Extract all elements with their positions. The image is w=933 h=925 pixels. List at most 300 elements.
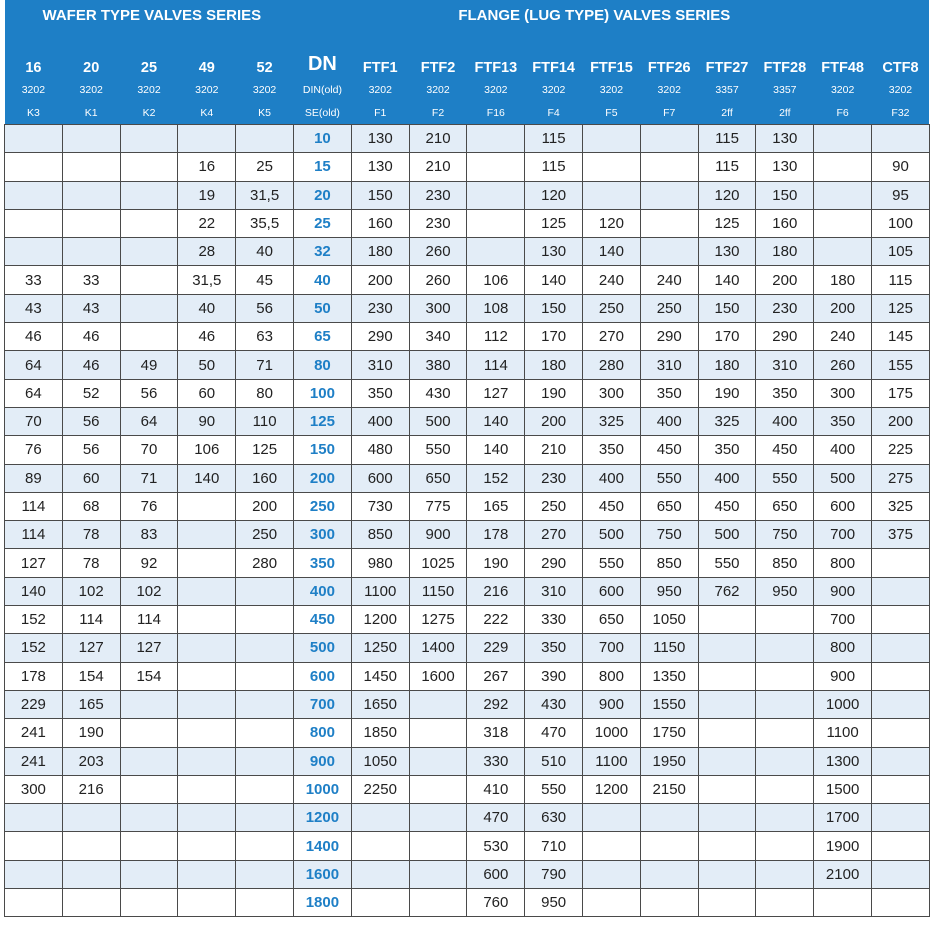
table-cell: 290 xyxy=(756,323,814,351)
table-cell xyxy=(178,719,236,747)
header-code-cell: FTF14 xyxy=(525,44,583,78)
table-cell: 120 xyxy=(525,181,583,209)
column-old-row xyxy=(5,101,930,125)
table-cell: 180 xyxy=(698,351,756,379)
table-cell: 95 xyxy=(872,181,930,209)
table-cell: 650 xyxy=(409,464,467,492)
table-cell: 1750 xyxy=(640,719,698,747)
table-cell: 152 xyxy=(5,606,63,634)
table-cell: 19 xyxy=(178,181,236,209)
table-row xyxy=(5,747,930,775)
table-cell xyxy=(409,719,467,747)
table-cell: 60 xyxy=(178,379,236,407)
table-cell xyxy=(120,832,178,860)
header-old-cell: 2ff xyxy=(698,101,756,125)
table-cell: 550 xyxy=(640,464,698,492)
table-cell: 790 xyxy=(525,860,583,888)
table-row xyxy=(5,209,930,237)
dn-cell: 50 xyxy=(293,294,351,322)
table-cell: 152 xyxy=(467,464,525,492)
header-old-cell: K5 xyxy=(236,101,294,125)
header-norm-cell: 3202 xyxy=(583,78,641,101)
table-cell: 225 xyxy=(872,436,930,464)
table-cell: 200 xyxy=(756,266,814,294)
table-cell xyxy=(640,153,698,181)
table-cell: 630 xyxy=(525,804,583,832)
table-cell xyxy=(756,606,814,634)
table-cell xyxy=(236,606,294,634)
table-row xyxy=(5,492,930,520)
table-cell: 115 xyxy=(872,266,930,294)
table-cell: 160 xyxy=(756,209,814,237)
table-cell xyxy=(814,153,872,181)
table-cell: 56 xyxy=(236,294,294,322)
table-cell xyxy=(583,832,641,860)
table-row xyxy=(5,407,930,435)
table-cell xyxy=(698,690,756,718)
table-cell xyxy=(467,238,525,266)
table-cell: 800 xyxy=(583,662,641,690)
header-old-cell: F16 xyxy=(467,101,525,125)
table-cell: 650 xyxy=(640,492,698,520)
table-cell: 350 xyxy=(351,379,409,407)
table-cell: 16 xyxy=(178,153,236,181)
table-cell xyxy=(236,719,294,747)
dn-cell: 125 xyxy=(293,407,351,435)
table-cell xyxy=(756,860,814,888)
table-cell xyxy=(120,238,178,266)
table-cell: 152 xyxy=(5,634,63,662)
table-cell: 550 xyxy=(409,436,467,464)
table-cell: 350 xyxy=(583,436,641,464)
table-cell: 1350 xyxy=(640,662,698,690)
table-cell: 43 xyxy=(5,294,63,322)
header-code-cell: FTF2 xyxy=(409,44,467,78)
table-cell: 28 xyxy=(178,238,236,266)
table-cell: 64 xyxy=(120,407,178,435)
table-cell: 35,5 xyxy=(236,209,294,237)
table-cell: 850 xyxy=(351,521,409,549)
header-code-cell: FTF28 xyxy=(756,44,814,78)
table-cell xyxy=(178,804,236,832)
table-cell: 190 xyxy=(525,379,583,407)
table-cell xyxy=(178,832,236,860)
table-cell: 210 xyxy=(409,153,467,181)
table-cell: 154 xyxy=(62,662,120,690)
header-norm-cell: 3202 xyxy=(236,78,294,101)
table-cell: 241 xyxy=(5,719,63,747)
header-code-cell: FTF48 xyxy=(814,44,872,78)
table-cell xyxy=(640,238,698,266)
table-cell: 270 xyxy=(525,521,583,549)
table-cell: 330 xyxy=(467,747,525,775)
table-cell xyxy=(409,889,467,917)
table-cell: 250 xyxy=(583,294,641,322)
table-cell: 950 xyxy=(640,577,698,605)
table-cell: 230 xyxy=(351,294,409,322)
table-cell: 1050 xyxy=(351,747,409,775)
table-cell xyxy=(5,153,63,181)
table-cell xyxy=(62,860,120,888)
table-row xyxy=(5,351,930,379)
table-cell: 350 xyxy=(640,379,698,407)
table-cell xyxy=(756,747,814,775)
table-cell: 100 xyxy=(872,209,930,237)
table-cell: 130 xyxy=(756,125,814,153)
table-cell: 1275 xyxy=(409,606,467,634)
dn-cell: 900 xyxy=(293,747,351,775)
table-cell: 114 xyxy=(5,492,63,520)
table-cell xyxy=(236,662,294,690)
table-cell xyxy=(583,153,641,181)
header-old-cell: K1 xyxy=(62,101,120,125)
table-cell: 130 xyxy=(525,238,583,266)
table-cell: 250 xyxy=(236,521,294,549)
table-cell: 430 xyxy=(409,379,467,407)
table-cell: 145 xyxy=(872,323,930,351)
table-cell xyxy=(62,832,120,860)
table-cell: 1150 xyxy=(640,634,698,662)
header-old-cell: F6 xyxy=(814,101,872,125)
table-cell xyxy=(236,860,294,888)
table-cell xyxy=(756,634,814,662)
table-cell xyxy=(814,209,872,237)
table-cell xyxy=(178,577,236,605)
table-cell: 950 xyxy=(756,577,814,605)
table-cell xyxy=(467,209,525,237)
table-cell: 1850 xyxy=(351,719,409,747)
table-cell xyxy=(756,662,814,690)
table-cell: 2100 xyxy=(814,860,872,888)
table-cell xyxy=(62,804,120,832)
table-cell: 170 xyxy=(698,323,756,351)
table-row xyxy=(5,634,930,662)
header-norm-cell: 3202 xyxy=(178,78,236,101)
table-cell: 1700 xyxy=(814,804,872,832)
header-code-cell: FTF27 xyxy=(698,44,756,78)
table-cell xyxy=(640,125,698,153)
header-norm-cell: 3202 xyxy=(62,78,120,101)
table-cell: 125 xyxy=(872,294,930,322)
dn-cell: 1000 xyxy=(293,775,351,803)
table-cell xyxy=(872,577,930,605)
table-cell: 260 xyxy=(409,266,467,294)
table-cell: 250 xyxy=(525,492,583,520)
table-cell: 500 xyxy=(409,407,467,435)
table-cell: 190 xyxy=(698,379,756,407)
table-cell xyxy=(5,860,63,888)
table-cell: 102 xyxy=(62,577,120,605)
table-cell: 700 xyxy=(814,606,872,634)
dn-cell: 25 xyxy=(293,209,351,237)
dn-cell: 800 xyxy=(293,719,351,747)
table-cell: 750 xyxy=(756,521,814,549)
dn-cell: 250 xyxy=(293,492,351,520)
table-cell: 180 xyxy=(756,238,814,266)
table-cell xyxy=(872,832,930,860)
table-cell: 230 xyxy=(756,294,814,322)
table-cell: 115 xyxy=(525,153,583,181)
dn-cell: 40 xyxy=(293,266,351,294)
table-cell: 850 xyxy=(756,549,814,577)
table-cell xyxy=(178,860,236,888)
table-cell xyxy=(698,804,756,832)
table-cell: 350 xyxy=(698,436,756,464)
table-cell: 340 xyxy=(409,323,467,351)
table-cell xyxy=(698,719,756,747)
table-cell xyxy=(409,804,467,832)
table-cell xyxy=(640,209,698,237)
header-code-cell: DN xyxy=(293,44,351,78)
table-row xyxy=(5,521,930,549)
table-cell: 250 xyxy=(640,294,698,322)
table-cell xyxy=(178,662,236,690)
table-cell: 900 xyxy=(814,577,872,605)
table-cell xyxy=(872,775,930,803)
table-cell: 900 xyxy=(409,521,467,549)
table-cell: 650 xyxy=(756,492,814,520)
dn-cell: 1800 xyxy=(293,889,351,917)
table-row xyxy=(5,379,930,407)
table-cell: 150 xyxy=(756,181,814,209)
dn-cell: 300 xyxy=(293,521,351,549)
table-cell: 260 xyxy=(409,238,467,266)
table-cell: 290 xyxy=(640,323,698,351)
table-cell xyxy=(409,690,467,718)
table-cell: 229 xyxy=(5,690,63,718)
header-norm-cell: 3202 xyxy=(872,78,930,101)
header-code-cell: 16 xyxy=(5,44,63,78)
table-cell xyxy=(178,634,236,662)
header-code-cell: FTF1 xyxy=(351,44,409,78)
table-cell xyxy=(698,860,756,888)
table-cell: 31,5 xyxy=(236,181,294,209)
table-cell: 160 xyxy=(351,209,409,237)
table-cell xyxy=(120,294,178,322)
table-cell: 216 xyxy=(62,775,120,803)
header-old-cell: F5 xyxy=(583,101,641,125)
table-cell: 260 xyxy=(814,351,872,379)
table-cell: 290 xyxy=(525,549,583,577)
table-cell: 1000 xyxy=(814,690,872,718)
table-cell xyxy=(872,690,930,718)
table-cell xyxy=(5,238,63,266)
table-cell: 106 xyxy=(178,436,236,464)
table-cell: 115 xyxy=(525,125,583,153)
table-cell: 78 xyxy=(62,521,120,549)
table-row xyxy=(5,549,930,577)
dn-cell: 600 xyxy=(293,662,351,690)
table-cell: 400 xyxy=(756,407,814,435)
table-cell: 40 xyxy=(178,294,236,322)
table-cell: 1400 xyxy=(409,634,467,662)
table-cell xyxy=(5,804,63,832)
table-cell: 1650 xyxy=(351,690,409,718)
table-cell: 310 xyxy=(525,577,583,605)
table-cell xyxy=(640,804,698,832)
table-cell: 31,5 xyxy=(178,266,236,294)
table-cell: 330 xyxy=(525,606,583,634)
table-cell: 64 xyxy=(5,379,63,407)
header-code-cell: FTF26 xyxy=(640,44,698,78)
dn-cell: 80 xyxy=(293,351,351,379)
table-cell: 600 xyxy=(351,464,409,492)
table-cell: 390 xyxy=(525,662,583,690)
header-norm-cell: 3202 xyxy=(525,78,583,101)
table-cell: 150 xyxy=(698,294,756,322)
table-cell: 980 xyxy=(351,549,409,577)
table-cell: 200 xyxy=(814,294,872,322)
table-row xyxy=(5,294,930,322)
table-cell: 530 xyxy=(467,832,525,860)
header-norm-cell: 3357 xyxy=(698,78,756,101)
table-cell: 90 xyxy=(178,407,236,435)
dn-cell: 15 xyxy=(293,153,351,181)
table-cell: 1200 xyxy=(351,606,409,634)
table-cell: 240 xyxy=(814,323,872,351)
table-cell: 49 xyxy=(120,351,178,379)
table-cell: 1100 xyxy=(583,747,641,775)
series-title-row xyxy=(5,0,930,44)
header-code-cell: 25 xyxy=(120,44,178,78)
table-row xyxy=(5,181,930,209)
table-row xyxy=(5,719,930,747)
table-cell xyxy=(120,889,178,917)
table-cell: 1200 xyxy=(583,775,641,803)
table-cell: 46 xyxy=(178,323,236,351)
dn-cell: 1200 xyxy=(293,804,351,832)
table-cell: 350 xyxy=(525,634,583,662)
header-norm-cell: 3202 xyxy=(5,78,63,101)
table-cell xyxy=(236,832,294,860)
wafer-series-title: WAFER TYPE VALVES SERIES xyxy=(5,0,352,44)
table-cell: 400 xyxy=(640,407,698,435)
table-cell xyxy=(62,153,120,181)
table-cell xyxy=(872,606,930,634)
table-cell: 270 xyxy=(583,323,641,351)
table-cell: 1450 xyxy=(351,662,409,690)
table-cell xyxy=(409,747,467,775)
table-cell: 850 xyxy=(640,549,698,577)
table-cell xyxy=(698,606,756,634)
table-cell: 222 xyxy=(467,606,525,634)
header-code-cell: FTF15 xyxy=(583,44,641,78)
table-cell xyxy=(872,549,930,577)
table-cell: 180 xyxy=(814,266,872,294)
table-cell: 125 xyxy=(698,209,756,237)
table-cell xyxy=(236,747,294,775)
table-cell: 105 xyxy=(872,238,930,266)
dn-cell: 450 xyxy=(293,606,351,634)
table-cell xyxy=(178,492,236,520)
table-cell: 46 xyxy=(62,351,120,379)
header-code-cell: FTF13 xyxy=(467,44,525,78)
table-cell: 1550 xyxy=(640,690,698,718)
table-cell xyxy=(62,125,120,153)
table-cell: 25 xyxy=(236,153,294,181)
table-cell xyxy=(583,181,641,209)
table-cell xyxy=(640,889,698,917)
table-cell: 2250 xyxy=(351,775,409,803)
table-cell xyxy=(178,125,236,153)
table-cell: 50 xyxy=(178,351,236,379)
table-cell: 450 xyxy=(698,492,756,520)
header-old-cell: 2ff xyxy=(756,101,814,125)
table-row xyxy=(5,323,930,351)
table-cell: 1050 xyxy=(640,606,698,634)
table-cell xyxy=(872,889,930,917)
dn-cell: 500 xyxy=(293,634,351,662)
table-cell: 56 xyxy=(62,407,120,435)
table-cell xyxy=(351,804,409,832)
header-old-cell: F2 xyxy=(409,101,467,125)
table-cell xyxy=(872,860,930,888)
table-cell: 300 xyxy=(409,294,467,322)
table-cell xyxy=(5,181,63,209)
table-row xyxy=(5,266,930,294)
table-cell: 950 xyxy=(525,889,583,917)
table-cell: 190 xyxy=(62,719,120,747)
table-cell xyxy=(236,634,294,662)
dn-cell: 350 xyxy=(293,549,351,577)
header-norm-cell: 3202 xyxy=(120,78,178,101)
table-cell: 230 xyxy=(409,209,467,237)
table-cell xyxy=(467,181,525,209)
column-norm-row xyxy=(5,78,930,101)
table-cell: 1500 xyxy=(814,775,872,803)
table-cell: 2150 xyxy=(640,775,698,803)
table-cell xyxy=(698,662,756,690)
table-row xyxy=(5,775,930,803)
table-cell: 800 xyxy=(814,549,872,577)
table-cell: 140 xyxy=(5,577,63,605)
table-cell: 300 xyxy=(814,379,872,407)
header-old-cell: SE(old) xyxy=(293,101,351,125)
table-cell: 170 xyxy=(525,323,583,351)
table-cell: 216 xyxy=(467,577,525,605)
table-cell: 175 xyxy=(872,379,930,407)
table-cell xyxy=(409,775,467,803)
header-old-cell: F4 xyxy=(525,101,583,125)
table-cell xyxy=(62,209,120,237)
table-cell xyxy=(120,209,178,237)
table-cell: 600 xyxy=(467,860,525,888)
table-cell xyxy=(351,889,409,917)
table-row xyxy=(5,889,930,917)
dn-cell: 400 xyxy=(293,577,351,605)
table-cell: 240 xyxy=(583,266,641,294)
header-norm-cell: 3202 xyxy=(409,78,467,101)
table-cell xyxy=(351,860,409,888)
table-cell: 45 xyxy=(236,266,294,294)
table-cell xyxy=(178,889,236,917)
table-cell xyxy=(178,775,236,803)
table-cell: 114 xyxy=(467,351,525,379)
table-cell: 130 xyxy=(756,153,814,181)
table-cell: 775 xyxy=(409,492,467,520)
table-cell: 150 xyxy=(525,294,583,322)
table-cell xyxy=(467,153,525,181)
table-cell: 114 xyxy=(120,606,178,634)
table-cell: 178 xyxy=(467,521,525,549)
table-cell: 550 xyxy=(525,775,583,803)
table-cell: 1600 xyxy=(409,662,467,690)
table-cell: 310 xyxy=(351,351,409,379)
table-cell xyxy=(872,125,930,153)
header-norm-cell: 3202 xyxy=(640,78,698,101)
table-cell xyxy=(583,125,641,153)
table-cell xyxy=(814,238,872,266)
